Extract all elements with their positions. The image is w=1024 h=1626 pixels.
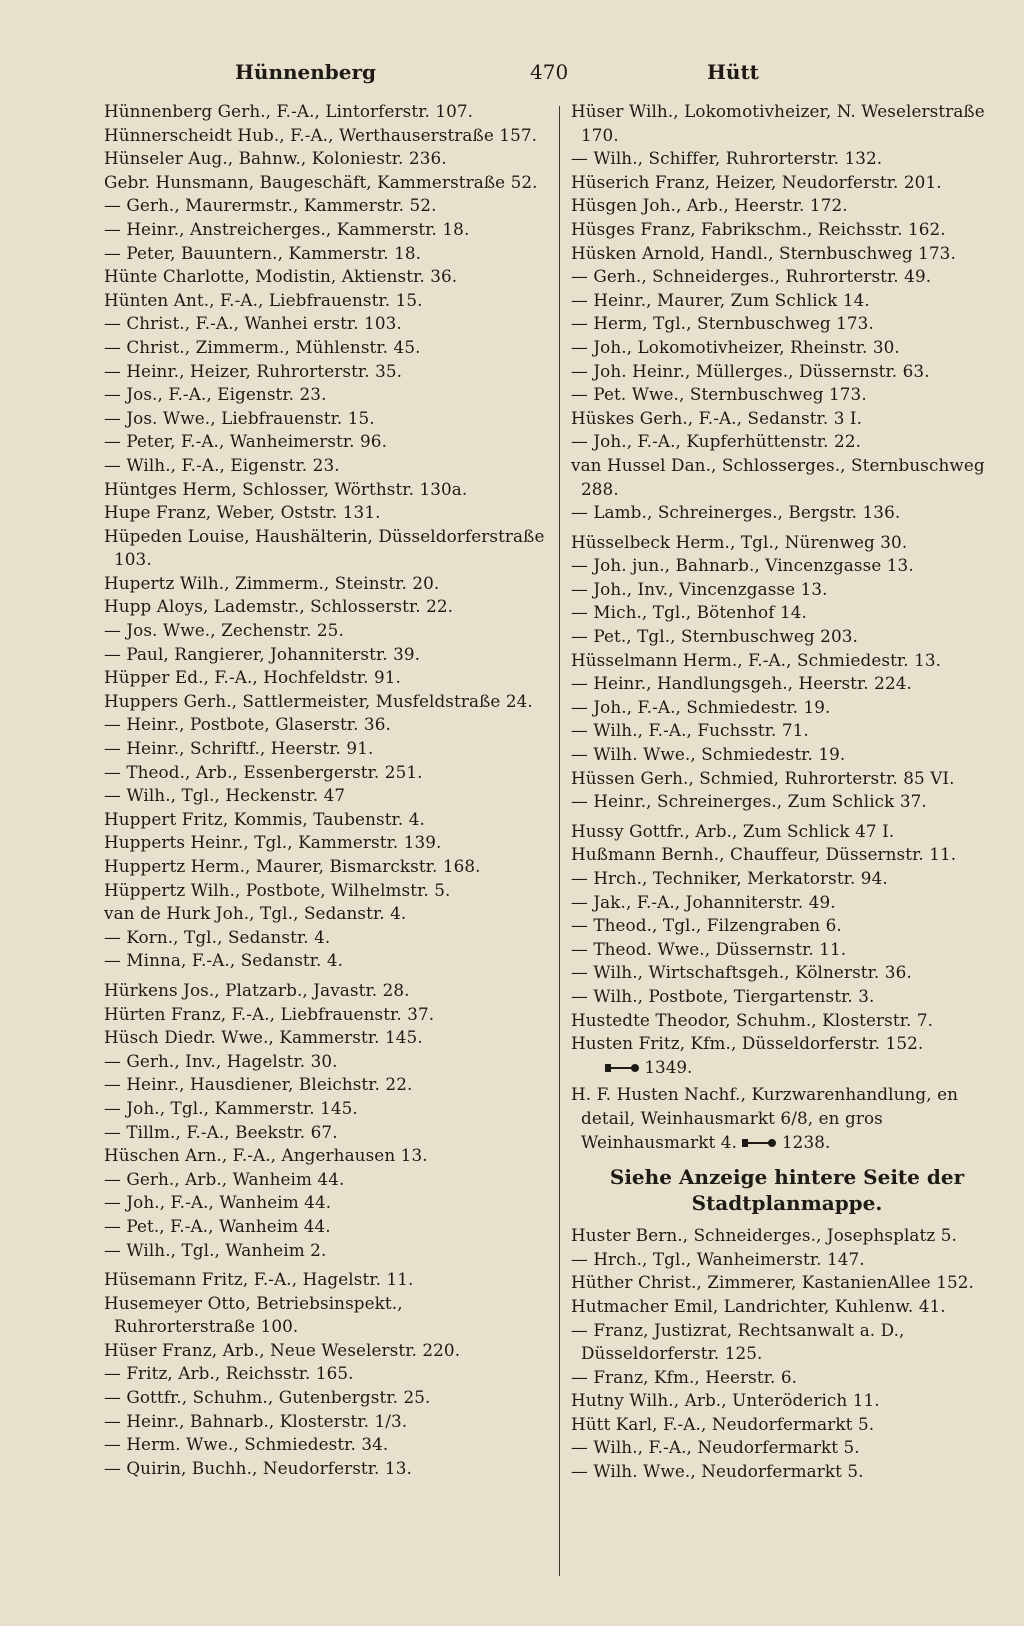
directory-entry: Hüserich Franz, Heizer, Neudorferstr. 201. xyxy=(571,171,942,192)
running-head-right: Hütt xyxy=(707,60,759,84)
ad-text: H. F. Husten Nachf., Kurzwarenhandlung, en detail, Weinhausmarkt 6/8, en gros Weinhausmarkt 4. xyxy=(571,1084,959,1152)
directory-entry: — Quirin, Buchh., Neudorferstr. 13. xyxy=(104,1457,412,1478)
directory-entry: — Wilh., F.-A., Eigenstr. 23. xyxy=(104,454,340,475)
directory-entry: — Theod., Tgl., Filzengraben 6. xyxy=(571,915,842,936)
page-header xyxy=(110,60,1000,90)
directory-entry: van de Hurk Joh., Tgl., Sedanstr. 4. xyxy=(104,903,407,924)
directory-entry: — Wilh., Schiffer, Ruhrorterstr. 132. xyxy=(571,148,883,169)
directory-entry: Hünnenberg Gerh., F.-A., Lintorferstr. 107. xyxy=(104,101,474,121)
directory-entry: van Hussel Dan., Schlosserges., Sternbuschweg 288. xyxy=(571,454,985,499)
directory-entry: Hünten Ant., F.-A., Liebfrauenstr. 15. xyxy=(104,289,423,310)
directory-entry: — Peter, Bauuntern., Kammerstr. 18. xyxy=(104,242,422,263)
directory-entry: Hüther Christ., Zimmerer, KastanienAllee 152. xyxy=(571,1272,974,1293)
directory-entry: Husemeyer Otto, Betriebsinspekt., Ruhrorterstraße 100. xyxy=(104,1292,403,1337)
directory-entry: — Minna, F.-A., Sedanstr. 4. xyxy=(104,950,344,971)
directory-entry: Hünseler Aug., Bahnw., Koloniestr. 236. xyxy=(104,148,447,169)
directory-entry: — Pet. Wwe., Sternbuschweg 173. xyxy=(571,384,867,405)
directory-entry: Hüschen Arn., F.-A., Angerhausen 13. xyxy=(104,1145,428,1166)
directory-entry: — Joh., F.-A., Kupferhüttenstr. 22. xyxy=(571,431,862,452)
directory-entry: — Gerh., Inv., Hagelstr. 30. xyxy=(104,1050,338,1071)
running-head-left: Hünnenberg xyxy=(235,60,377,84)
directory-entry: — Wilh., Wirtschaftsgeh., Kölnerstr. 36. xyxy=(571,962,912,983)
directory-entry: — Wilh., Tgl., Heckenstr. 47 xyxy=(104,785,346,806)
left-column xyxy=(104,100,549,1480)
directory-entry: Hupp Aloys, Lademstr., Schlosserstr. 22. xyxy=(104,596,454,617)
directory-entry: — Tillm., F.-A., Beekstr. 67. xyxy=(104,1121,338,1142)
directory-entry: — Joh. Heinr., Müllerges., Düssernstr. 63. xyxy=(571,360,930,381)
phone-number: 1349. xyxy=(644,1056,693,1077)
directory-entry: — Hrch., Techniker, Merkatorstr. 94. xyxy=(571,868,888,888)
directory-entry: Hüsselmann Herm., F.-A., Schmiedestr. 13. xyxy=(571,649,942,670)
directory-entry: Hüpeden Louise, Haushälterin, Düsseldorferstraße 103. xyxy=(104,525,545,570)
directory-entry: — Wilh. Wwe., Schmiedestr. 19. xyxy=(571,744,846,765)
advertisement-banner: Siehe Anzeige hintere Seite der Stadtplanmappe. xyxy=(609,1165,965,1216)
directory-entry: Hüpper Ed., F.-A., Hochfeldstr. 91. xyxy=(104,667,401,688)
directory-entry: Hüser Franz, Arb., Neue Weselerstr. 220. xyxy=(104,1339,461,1360)
directory-entry: — Gerh., Schneiderges., Ruhrorterstr. 49. xyxy=(571,266,932,287)
directory-entry: — Joh., F.-A., Wanheim 44. xyxy=(104,1192,332,1213)
directory-entry: Hütt Karl, F.-A., Neudorfermarkt 5. xyxy=(571,1413,875,1434)
directory-entry: — Heinr., Maurer, Zum Schlick 14. xyxy=(571,289,870,310)
directory-entry: — Jak., F.-A., Johanniterstr. 49. xyxy=(571,891,836,912)
directory-entry: Hürten Franz, F.-A., Liebfrauenstr. 37. xyxy=(104,1003,435,1024)
directory-entry: — Heinr., Heizer, Ruhrorterstr. 35. xyxy=(104,360,403,381)
directory-entry: Hutmacher Emil, Landrichter, Kuhlenw. 41. xyxy=(571,1295,946,1316)
directory-entry: Hussy Gottfr., Arb., Zum Schlick 47 I. xyxy=(571,820,895,841)
directory-entry: Hüntges Herm, Schlosser, Wörthstr. 130a. xyxy=(104,478,468,499)
directory-entry: — Wilh., F.-A., Fuchsstr. 71. xyxy=(571,720,809,741)
directory-entry: — Pet., F.-A., Wanheim 44. xyxy=(104,1215,331,1236)
directory-entry: — Herm, Tgl., Sternbuschweg 173. xyxy=(571,313,874,334)
directory-entry: Hupperts Heinr., Tgl., Kammerstr. 139. xyxy=(104,832,442,853)
right-column xyxy=(571,100,1003,1484)
directory-entry: — Heinr., Hausdiener, Bleichstr. 22. xyxy=(104,1074,413,1095)
directory-entry: — Wilh., F.-A., Neudorfermarkt 5. xyxy=(571,1437,860,1458)
directory-entry: — Heinr., Schreinerges., Zum Schlick 37. xyxy=(571,791,927,812)
column-divider xyxy=(559,106,560,1576)
directory-entry: — Joh. jun., Bahnarb., Vincenzgasse 13. xyxy=(571,555,914,576)
directory-entry: — Franz, Kfm., Heerstr. 6. xyxy=(571,1366,798,1387)
right-column-entries-a xyxy=(571,100,1003,1056)
advertisement-entry xyxy=(571,1083,1003,1154)
directory-entry: Hünnerscheidt Hub., F.-A., Werthauserstraße 157. xyxy=(104,124,538,145)
directory-entry: — Gerh., Maurermstr., Kammerstr. 52. xyxy=(104,195,437,216)
directory-entry: Hüsselbeck Herm., Tgl., Nürenweg 30. xyxy=(571,531,908,552)
directory-entry: — Wilh., Postbote, Tiergartenstr. 3. xyxy=(571,985,875,1006)
directory-entry: Hupertz Wilh., Zimmerm., Steinstr. 20. xyxy=(104,572,440,593)
directory-entry: — Mich., Tgl., Bötenhof 14. xyxy=(571,602,807,623)
directory-entry: — Christ., Zimmerm., Mühlenstr. 45. xyxy=(104,336,421,357)
directory-entry: Hüsemann Fritz, F.-A., Hagelstr. 11. xyxy=(104,1269,414,1290)
directory-entry: — Herm. Wwe., Schmiedestr. 34. xyxy=(104,1434,389,1455)
directory-entry: — Wilh. Wwe., Neudorfermarkt 5. xyxy=(571,1461,864,1482)
directory-entry: — Heinr., Schriftf., Heerstr. 91. xyxy=(104,738,374,759)
directory-entry: Hupe Franz, Weber, Oststr. 131. xyxy=(104,502,381,523)
directory-entry: — Pet., Tgl., Sternbuschweg 203. xyxy=(571,626,858,647)
directory-entry: — Heinr., Handlungsgeh., Heerstr. 224. xyxy=(571,673,912,694)
directory-entry: — Gottfr., Schuhm., Gutenbergstr. 25. xyxy=(104,1387,431,1408)
directory-entry: Huppert Fritz, Kommis, Taubenstr. 4. xyxy=(104,808,425,829)
directory-entry: Hüsken Arnold, Handl., Sternbuschweg 173. xyxy=(571,242,956,263)
directory-entry: — Joh., F.-A., Schmiedestr. 19. xyxy=(571,696,831,717)
phone-line xyxy=(571,1056,1003,1080)
directory-entry: Hüsch Diedr. Wwe., Kammerstr. 145. xyxy=(104,1027,423,1048)
directory-entry: — Paul, Rangierer, Johanniterstr. 39. xyxy=(104,643,421,664)
directory-entry: — Heinr., Postbote, Glaserstr. 36. xyxy=(104,714,391,735)
directory-entry: Hünte Charlotte, Modistin, Aktienstr. 36. xyxy=(104,266,458,287)
directory-entry: — Peter, F.-A., Wanheimerstr. 96. xyxy=(104,431,388,452)
directory-entry: Huppers Gerh., Sattlermeister, Musfeldstraße 24. xyxy=(104,690,533,711)
directory-entry: — Wilh., Tgl., Wanheim 2. xyxy=(104,1239,327,1260)
telephone-icon xyxy=(605,1062,639,1074)
directory-entry: — Christ., F.-A., Wanhei erstr. 103. xyxy=(104,313,402,334)
directory-entry: — Joh., Tgl., Kammerstr. 145. xyxy=(104,1097,358,1118)
directory-entry: — Heinr., Bahnarb., Klosterstr. 1/3. xyxy=(104,1410,408,1431)
directory-entry: Hüsgen Joh., Arb., Heerstr. 172. xyxy=(571,195,848,216)
directory-entry: Hüsges Franz, Fabrikschm., Reichsstr. 162. xyxy=(571,218,946,239)
directory-entry: — Hrch., Tgl., Wanheimerstr. 147. xyxy=(571,1248,865,1269)
directory-entry: — Franz, Justizrat, Rechtsanwalt a. D., Düsseldorferstr. 125. xyxy=(571,1319,905,1364)
directory-entry: Hustedte Theodor, Schuhm., Klosterstr. 7. xyxy=(571,1009,934,1030)
directory-entry: — Jos., F.-A., Eigenstr. 23. xyxy=(104,384,327,405)
directory-entry: — Theod. Wwe., Düssernstr. 11. xyxy=(571,938,847,959)
directory-entry: — Korn., Tgl., Sedanstr. 4. xyxy=(104,926,331,947)
directory-entry: Gebr. Hunsmann, Baugeschäft, Kammerstraße 52. xyxy=(104,171,538,192)
directory-entry: — Jos. Wwe., Liebfrauenstr. 15. xyxy=(104,407,375,428)
directory-entry: Hüser Wilh., Lokomotivheizer, N. Weselerstraße 170. xyxy=(571,101,985,145)
directory-entry: Hußmann Bernh., Chauffeur, Düssernstr. 11. xyxy=(571,844,957,865)
page-number: 470 xyxy=(530,60,569,84)
directory-entry: Huster Bern., Schneiderges., Josephsplatz 5. xyxy=(571,1225,957,1246)
directory-entry: Hüskes Gerh., F.-A., Sedanstr. 3 I. xyxy=(571,407,863,428)
directory-entry: — Jos. Wwe., Zechenstr. 25. xyxy=(104,620,344,641)
directory-entry: — Joh., Lokomotivheizer, Rheinstr. 30. xyxy=(571,336,900,357)
directory-entry: Husten Fritz, Kfm., Düsseldorferstr. 152. xyxy=(571,1033,924,1054)
directory-entry: — Fritz, Arb., Reichsstr. 165. xyxy=(104,1363,354,1384)
right-column-entries-b xyxy=(571,1224,1003,1484)
ad-phone-number: 1238. xyxy=(781,1131,831,1152)
directory-entry: — Heinr., Anstreicherges., Kammerstr. 18. xyxy=(104,218,470,239)
directory-entry: — Theod., Arb., Essenbergerstr. 251. xyxy=(104,761,423,782)
directory-entry: Hutny Wilh., Arb., Unteröderich 11. xyxy=(571,1390,880,1411)
directory-entry: Hürkens Jos., Platzarb., Javastr. 28. xyxy=(104,979,410,1000)
telephone-icon xyxy=(742,1137,776,1149)
directory-entry: Hüssen Gerh., Schmied, Ruhrorterstr. 85 VI. xyxy=(571,767,955,788)
directory-entry: — Joh., Inv., Vincenzgasse 13. xyxy=(571,578,828,599)
directory-entry: — Lamb., Schreinerges., Bergstr. 136. xyxy=(571,502,901,523)
directory-entry: — Gerh., Arb., Wanheim 44. xyxy=(104,1168,345,1189)
directory-entry: Huppertz Herm., Maurer, Bismarckstr. 168. xyxy=(104,856,481,876)
directory-entry: Hüppertz Wilh., Postbote, Wilhelmstr. 5. xyxy=(104,879,451,900)
